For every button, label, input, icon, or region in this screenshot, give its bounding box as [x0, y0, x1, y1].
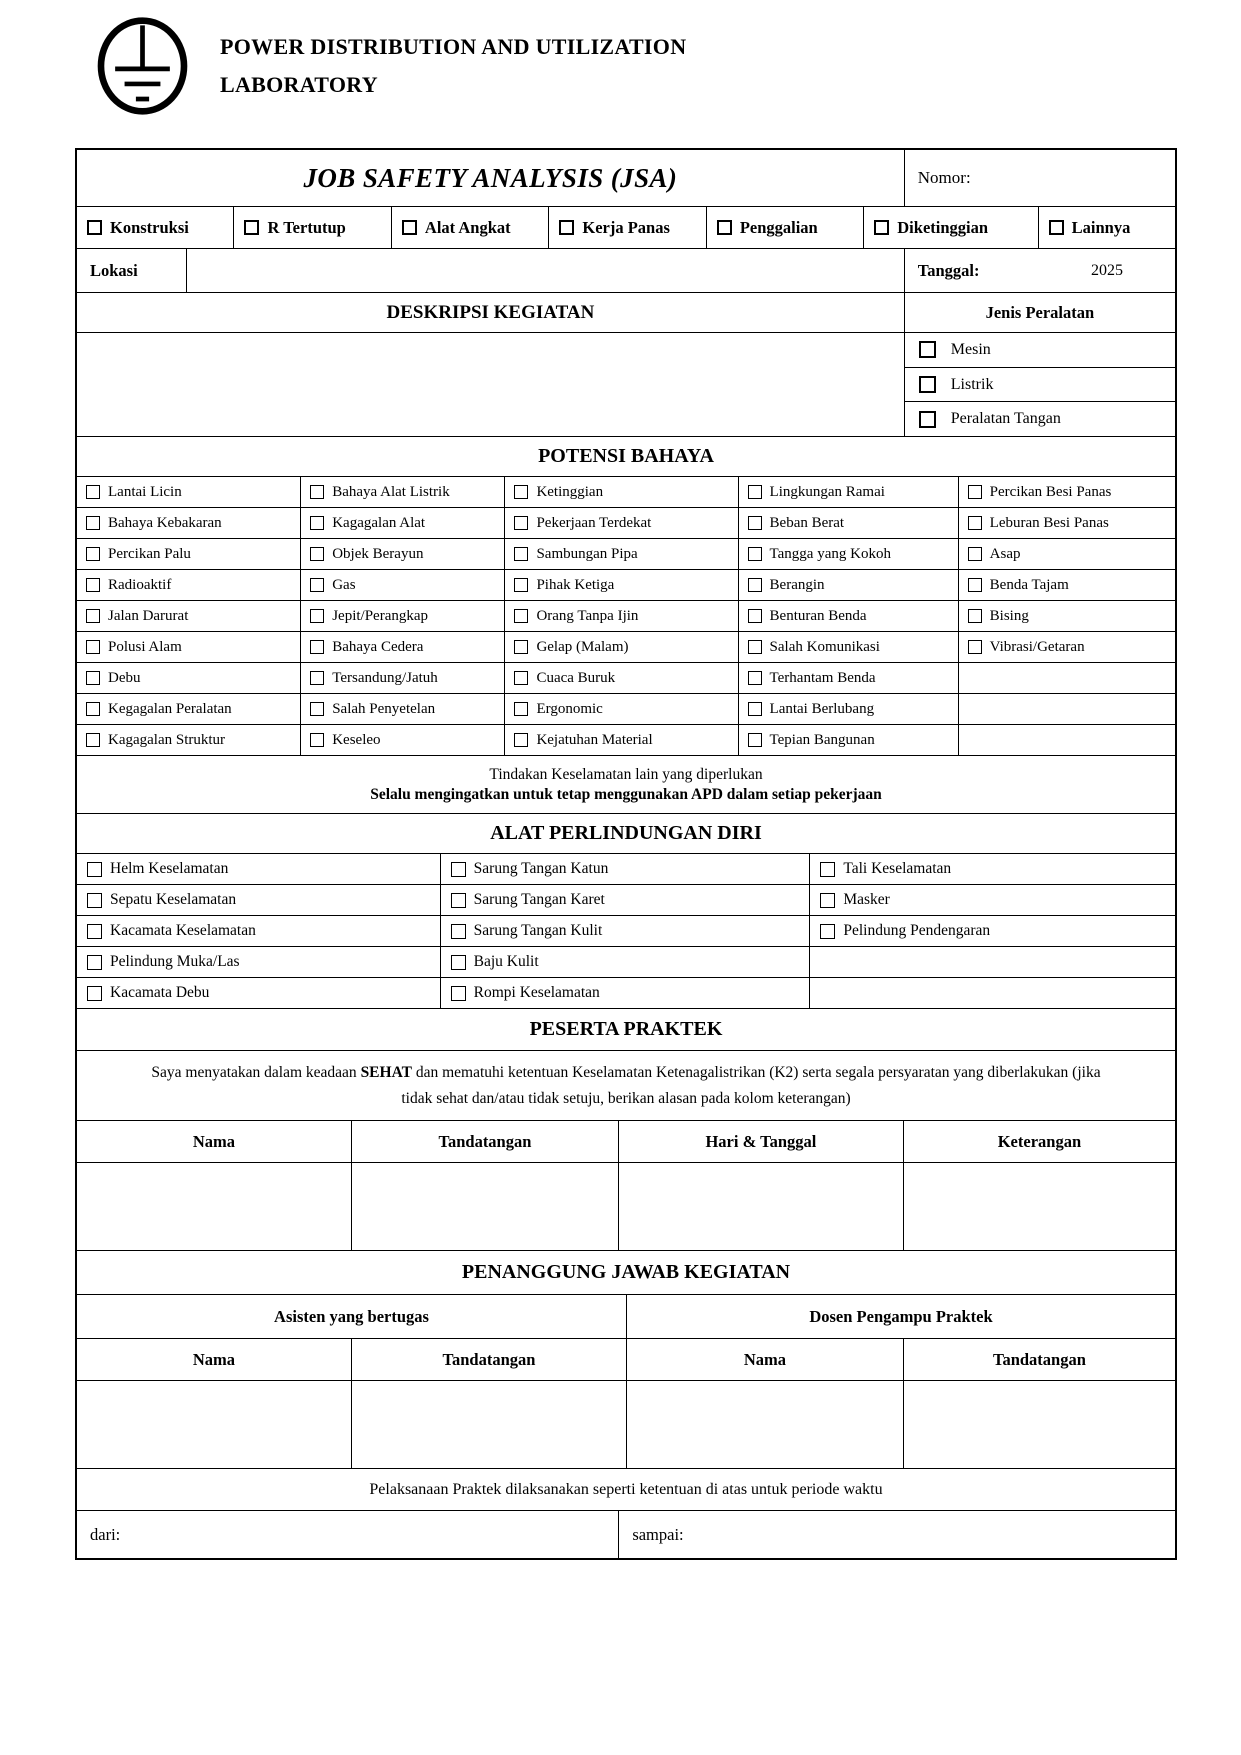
work-type-option-label: Kerja Panas — [582, 217, 670, 237]
checkbox-icon[interactable] — [919, 341, 936, 358]
hazard-option-cell — [77, 632, 300, 662]
checkbox-icon[interactable] — [748, 547, 762, 561]
checkbox-icon[interactable] — [820, 862, 835, 877]
ppe-option-label: Masker — [843, 891, 890, 908]
ppe-row — [77, 977, 1175, 1008]
checkbox-icon[interactable] — [514, 547, 528, 561]
hazard-row — [77, 507, 1175, 538]
potensi-bahaya-header: POTENSI BAHAYA — [538, 445, 714, 467]
ppe-option-cell — [809, 916, 1175, 946]
deskripsi-input[interactable] — [77, 333, 904, 436]
checkbox-icon[interactable] — [820, 893, 835, 908]
hazard-option-cell — [504, 570, 737, 600]
participant-entry-row — [77, 1162, 1175, 1250]
hazard-option-label: Bising — [989, 607, 1029, 624]
hazard-option-label: Tepian Bangunan — [769, 731, 875, 748]
hazard-option-cell — [738, 477, 958, 507]
hazard-option-label: Salah Komunikasi — [769, 638, 880, 655]
penanggung-band — [77, 1250, 1175, 1294]
hazard-option-label: Keseleo — [332, 731, 381, 748]
checkbox-icon[interactable] — [87, 955, 102, 970]
form-title: JOB SAFETY ANALYSIS (JSA) — [303, 162, 678, 193]
work-type-option-cell — [233, 207, 390, 248]
hazard-option-cell — [958, 570, 1175, 600]
hazard-option-label: Salah Penyetelan — [332, 700, 436, 717]
nomor-label: Nomor: — [917, 168, 971, 187]
equipment-option-row — [905, 401, 1175, 436]
hazard-option-cell — [738, 725, 958, 755]
participant-col-hari-tanggal: Hari & Tanggal — [618, 1121, 903, 1162]
ppe-option-cell — [440, 916, 810, 946]
checkbox-icon[interactable] — [968, 547, 982, 561]
checkbox-icon[interactable] — [968, 640, 982, 654]
ppe-option-cell — [77, 885, 440, 915]
participant-hari-tanggal-cell[interactable] — [618, 1163, 903, 1250]
participant-keterangan-cell[interactable] — [903, 1163, 1175, 1250]
ppe-row — [77, 884, 1175, 915]
equipment-option-row — [905, 367, 1175, 402]
checkbox-icon[interactable] — [86, 547, 100, 561]
hazard-option-cell — [77, 663, 300, 693]
equipment-column — [904, 333, 1175, 436]
checkbox-icon[interactable] — [310, 578, 324, 592]
hazard-option-label: Jepit/Perangkap — [332, 607, 429, 624]
hazard-option-cell — [300, 601, 504, 631]
work-type-row — [77, 206, 1175, 248]
hazard-option-label: Orang Tanpa Ijin — [536, 607, 639, 624]
checkbox-icon[interactable] — [514, 485, 528, 499]
checkbox-icon[interactable] — [451, 893, 466, 908]
participant-col-tandatangan: Tandatangan — [351, 1121, 618, 1162]
hazard-option-cell — [958, 539, 1175, 569]
hazard-option-label: Radioaktif — [108, 576, 172, 593]
checkbox-icon[interactable] — [968, 578, 982, 592]
hazard-option-cell — [738, 539, 958, 569]
lokasi-label: Lokasi — [90, 260, 138, 280]
hazard-option-label: Bahaya Cedera — [332, 638, 424, 655]
hazard-option-label: Kejatuhan Material — [536, 731, 653, 748]
dosen-tandatangan-cell[interactable] — [903, 1381, 1175, 1468]
checkbox-icon[interactable] — [748, 578, 762, 592]
hazard-option-cell — [958, 601, 1175, 631]
hazard-option-label: Ketinggian — [536, 483, 604, 500]
hazard-option-cell — [300, 632, 504, 662]
checkbox-icon[interactable] — [87, 862, 102, 877]
checkbox-icon[interactable] — [86, 640, 100, 654]
checkbox-icon[interactable] — [717, 220, 732, 235]
hazard-option-label: Gas — [332, 576, 356, 593]
checkbox-icon[interactable] — [820, 924, 835, 939]
checkbox-icon[interactable] — [86, 733, 100, 747]
lab-title-line2: LABORATORY — [220, 72, 378, 97]
ppe-option-cell — [440, 978, 810, 1008]
hazard-option-cell — [77, 508, 300, 538]
checkbox-icon[interactable] — [86, 516, 100, 530]
title-row — [77, 150, 1175, 206]
work-type-option-label: Diketinggian — [897, 217, 989, 237]
checkbox-icon[interactable] — [310, 640, 324, 654]
jenis-peralatan-header: Jenis Peralatan — [904, 293, 1175, 332]
hazard-option-label: Leburan Besi Panas — [989, 514, 1109, 531]
work-type-option-cell — [391, 207, 548, 248]
deskripsi-row — [77, 332, 1175, 436]
asisten-group-header: Asisten yang bertugas — [274, 1306, 429, 1326]
statement-bold: SEHAT — [360, 1063, 412, 1081]
ppe-option-label: Rompi Keselamatan — [473, 984, 600, 1001]
work-type-option-label: Penggalian — [739, 217, 818, 237]
hazard-option-cell — [504, 539, 737, 569]
tanggal-field[interactable] — [904, 249, 1175, 292]
hazard-row — [77, 600, 1175, 631]
hazard-option-label: Gelap (Malam) — [536, 638, 629, 655]
apd-band — [77, 813, 1175, 853]
checkbox-icon[interactable] — [86, 702, 100, 716]
hazard-option-label: Lantai Berlubang — [769, 700, 875, 717]
hazard-option-label: Tersandung/Jatuh — [332, 669, 438, 686]
checkbox-icon[interactable] — [86, 578, 100, 592]
work-type-option-cell — [1038, 207, 1175, 248]
hazard-option-cell — [958, 725, 1175, 755]
participant-col-keterangan: Keterangan — [903, 1121, 1175, 1162]
checkbox-icon[interactable] — [919, 376, 936, 393]
ppe-option-label: Kacamata Debu — [110, 984, 210, 1001]
ppe-option-cell — [809, 947, 1175, 977]
checkbox-icon[interactable] — [86, 671, 100, 685]
ppe-option-cell — [77, 947, 440, 977]
checkbox-icon[interactable] — [310, 671, 324, 685]
ppe-option-cell — [809, 885, 1175, 915]
hazard-option-label: Lantai Licin — [108, 483, 182, 500]
checkbox-icon[interactable] — [310, 516, 324, 530]
hazard-option-cell — [504, 725, 737, 755]
equipment-option-label: Peralatan Tangan — [950, 410, 1061, 428]
checkbox-icon[interactable] — [87, 893, 102, 908]
ppe-option-cell — [809, 854, 1175, 884]
sampai-label: sampai: — [632, 1524, 684, 1544]
sampai-field[interactable] — [618, 1511, 1175, 1558]
health-statement — [77, 1060, 1175, 1111]
ppe-option-label: Baju Kulit — [473, 953, 539, 970]
hazard-row — [77, 538, 1175, 569]
hazard-option-label: Lingkungan Ramai — [769, 483, 885, 500]
hazard-option-cell — [958, 694, 1175, 724]
hazard-option-label: Benturan Benda — [769, 607, 867, 624]
hazard-grid — [77, 476, 1175, 755]
hazard-option-cell — [738, 694, 958, 724]
ppe-option-cell — [77, 854, 440, 884]
work-type-option-cell — [548, 207, 705, 248]
hazard-option-cell — [738, 663, 958, 693]
ppe-option-label: Pelindung Pendengaran — [843, 922, 991, 939]
checkbox-icon[interactable] — [748, 640, 762, 654]
hazard-option-label: Beban Berat — [769, 514, 845, 531]
hazard-option-cell — [77, 601, 300, 631]
hazard-option-cell — [958, 508, 1175, 538]
checkbox-icon[interactable] — [514, 609, 528, 623]
checkbox-icon[interactable] — [514, 702, 528, 716]
hazard-option-cell — [738, 601, 958, 631]
checkbox-icon[interactable] — [968, 516, 982, 530]
hazard-option-label: Kegagalan Peralatan — [108, 700, 232, 717]
checkbox-icon[interactable] — [748, 702, 762, 716]
checkbox-icon[interactable] — [87, 220, 102, 235]
hazard-option-cell — [77, 477, 300, 507]
hazard-option-cell — [300, 508, 504, 538]
earth-ground-icon — [95, 16, 190, 116]
hazard-option-cell — [300, 539, 504, 569]
ppe-option-cell — [440, 947, 810, 977]
tanggal-value: 2025 — [1090, 261, 1123, 279]
hazard-option-cell — [958, 632, 1175, 662]
checkbox-icon[interactable] — [748, 733, 762, 747]
checkbox-icon[interactable] — [87, 986, 102, 1001]
hazard-option-cell — [300, 570, 504, 600]
hazard-option-cell — [504, 601, 737, 631]
work-type-option-label: Konstruksi — [110, 217, 189, 237]
participant-header-row — [77, 1120, 1175, 1162]
ppe-option-cell — [440, 885, 810, 915]
hazard-option-cell — [504, 508, 737, 538]
checkbox-icon[interactable] — [514, 578, 528, 592]
dosen-nama-cell[interactable] — [626, 1381, 903, 1468]
responsible-header-row — [77, 1338, 1175, 1380]
checkbox-icon[interactable] — [514, 733, 528, 747]
periode-row — [77, 1468, 1175, 1510]
lab-title — [220, 28, 686, 104]
checkbox-icon[interactable] — [86, 609, 100, 623]
hazard-option-cell — [300, 725, 504, 755]
hazard-option-label: Percikan Besi Panas — [989, 483, 1112, 500]
hazard-option-label: Jalan Darurat — [108, 607, 189, 624]
hazard-option-cell — [300, 694, 504, 724]
checkbox-icon[interactable] — [451, 862, 466, 877]
ppe-row — [77, 853, 1175, 884]
ppe-option-label: Helm Keselamatan — [110, 860, 229, 877]
asisten-col-tandatangan: Tandatangan — [351, 1339, 626, 1380]
periode-range-row — [77, 1510, 1175, 1558]
checkbox-icon[interactable] — [310, 733, 324, 747]
asisten-col-nama: Nama — [192, 1349, 236, 1369]
hazard-option-label: Objek Berayun — [332, 545, 424, 562]
ppe-option-cell — [77, 978, 440, 1008]
hazard-row — [77, 693, 1175, 724]
tindakan-line2: Selalu mengingatkan untuk tetap menggunakan APD dalam setiap pekerjaan — [370, 785, 882, 803]
responsible-entry-row — [77, 1380, 1175, 1468]
ppe-row — [77, 915, 1175, 946]
hazard-option-label: Debu — [108, 669, 141, 686]
checkbox-icon[interactable] — [968, 609, 982, 623]
hazard-option-label: Polusi Alam — [108, 638, 182, 655]
checkbox-icon[interactable] — [748, 609, 762, 623]
hazard-option-label: Kagagalan Struktur — [108, 731, 226, 748]
hazard-option-label: Vibrasi/Getaran — [989, 638, 1085, 655]
hazard-option-cell — [504, 477, 737, 507]
work-type-option-cell — [77, 207, 233, 248]
hazard-row — [77, 631, 1175, 662]
hazard-option-label: Asap — [989, 545, 1021, 562]
jsa-form — [75, 148, 1177, 1560]
checkbox-icon[interactable] — [310, 609, 324, 623]
checkbox-icon[interactable] — [402, 220, 417, 235]
hazard-option-label: Bahaya Alat Listrik — [332, 483, 450, 500]
ppe-grid — [77, 853, 1175, 1008]
dosen-col-tandatangan: Tandatangan — [903, 1339, 1175, 1380]
checkbox-icon[interactable] — [451, 924, 466, 939]
hazard-option-cell — [738, 632, 958, 662]
potensi-bahaya-band — [77, 436, 1175, 476]
hazard-row — [77, 662, 1175, 693]
hazard-option-label: Cuaca Buruk — [536, 669, 616, 686]
hazard-option-label: Berangin — [769, 576, 825, 593]
lab-title-line1: POWER DISTRIBUTION AND UTILIZATION — [220, 34, 687, 59]
tindakan-line1: Tindakan Keselamatan lain yang diperlukan — [489, 765, 763, 783]
participant-tandatangan-cell[interactable] — [351, 1163, 618, 1250]
work-type-option-label: R Tertutup — [267, 217, 346, 237]
equipment-option-label: Listrik — [950, 375, 994, 393]
ppe-option-label: Sepatu Keselamatan — [110, 891, 237, 908]
hazard-option-label: Kagagalan Alat — [332, 514, 426, 531]
hazard-row — [77, 569, 1175, 600]
hazard-option-label: Pihak Ketiga — [536, 576, 615, 593]
participant-nama-cell[interactable] — [77, 1163, 351, 1250]
checkbox-icon[interactable] — [310, 547, 324, 561]
apd-header: ALAT PERLINDUNGAN DIRI — [490, 822, 762, 844]
ppe-option-label: Pelindung Muka/Las — [110, 953, 240, 970]
checkbox-icon[interactable] — [559, 220, 574, 235]
ppe-option-cell — [77, 916, 440, 946]
hazard-option-cell — [958, 477, 1175, 507]
hazard-option-cell — [300, 477, 504, 507]
hazard-row — [77, 476, 1175, 507]
hazard-option-cell — [958, 663, 1175, 693]
peserta-band — [77, 1008, 1175, 1050]
hazard-option-label: Sambungan Pipa — [536, 545, 638, 562]
equipment-list — [905, 333, 1175, 436]
checkbox-icon[interactable] — [919, 411, 936, 428]
checkbox-icon[interactable] — [514, 671, 528, 685]
work-type-option-label: Alat Angkat — [424, 217, 511, 237]
hazard-option-cell — [77, 539, 300, 569]
ppe-row — [77, 946, 1175, 977]
statement-suffix: dan mematuhi ketentuan Keselamatan Ketenagalistrikan (K2) serta segala persyaratan yang diberlakukan (jika tidak sehat dan/atau tidak setuju, berikan alasan pada kolom keterangan) — [401, 1063, 1101, 1107]
hazard-option-label: Terhantam Benda — [769, 669, 876, 686]
tindakan-row — [77, 755, 1175, 813]
lokasi-input[interactable] — [186, 249, 904, 292]
ppe-option-label: Tali Keselamatan — [843, 860, 952, 877]
work-type-option-label: Lainnya — [1071, 217, 1131, 237]
hazard-option-label: Pekerjaan Terdekat — [536, 514, 652, 531]
asisten-tandatangan-cell[interactable] — [351, 1381, 626, 1468]
work-type-option-cell — [706, 207, 863, 248]
ppe-option-label: Sarung Tangan Katun — [473, 860, 609, 877]
checkbox-icon[interactable] — [514, 640, 528, 654]
checkbox-icon[interactable] — [968, 485, 982, 499]
tindakan-note — [77, 756, 1175, 813]
equipment-option-label: Mesin — [950, 340, 991, 358]
statement-prefix: Saya menyatakan dalam keadaan — [151, 1063, 361, 1081]
tanggal-label: Tanggal: — [917, 260, 980, 280]
periode-text: Pelaksanaan Praktek dilaksanakan seperti ketentuan di atas untuk periode waktu — [369, 1480, 883, 1498]
ppe-option-label: Sarung Tangan Kulit — [473, 922, 603, 939]
checkbox-icon[interactable] — [86, 485, 100, 499]
checkbox-icon[interactable] — [748, 671, 762, 685]
checkbox-icon[interactable] — [1049, 220, 1064, 235]
ppe-option-cell — [809, 978, 1175, 1008]
ppe-option-label: Kacamata Keselamatan — [110, 922, 256, 939]
hazard-option-cell — [504, 694, 737, 724]
hazard-row — [77, 724, 1175, 755]
statement-cell — [77, 1051, 1175, 1120]
hazard-option-label: Bahaya Kebakaran — [108, 514, 222, 531]
hazard-option-cell — [77, 725, 300, 755]
dari-label: dari: — [90, 1524, 121, 1544]
hazard-option-label: Ergonomic — [536, 700, 603, 717]
hazard-option-cell — [77, 694, 300, 724]
ppe-option-cell — [440, 854, 810, 884]
hazard-option-label: Tangga yang Kokoh — [769, 545, 891, 562]
dosen-col-nama: Nama — [626, 1339, 903, 1380]
hazard-option-cell — [300, 663, 504, 693]
peserta-header: PESERTA PRAKTEK — [529, 1018, 723, 1040]
hazard-option-cell — [504, 663, 737, 693]
checkbox-icon[interactable] — [451, 986, 466, 1001]
hazard-option-cell — [738, 570, 958, 600]
checkbox-icon[interactable] — [310, 485, 324, 499]
statement-row — [77, 1050, 1175, 1120]
hazard-option-cell — [77, 570, 300, 600]
hazard-option-cell — [738, 508, 958, 538]
ppe-option-label: Sarung Tangan Karet — [473, 891, 605, 908]
hazard-option-label: Benda Tajam — [989, 576, 1069, 593]
checkbox-icon[interactable] — [874, 220, 889, 235]
checkbox-icon[interactable] — [310, 702, 324, 716]
work-type-option-cell — [863, 207, 1037, 248]
checkbox-icon[interactable] — [451, 955, 466, 970]
lokasi-row — [77, 248, 1175, 292]
penanggung-header: PENANGGUNG JAWAB KEGIATAN — [461, 1261, 791, 1283]
checkbox-icon[interactable] — [748, 485, 762, 499]
checkbox-icon[interactable] — [514, 516, 528, 530]
deskripsi-header-row — [77, 292, 1175, 332]
participant-col-nama: Nama — [192, 1131, 236, 1151]
hazard-option-cell — [504, 632, 737, 662]
dari-field[interactable] — [77, 1511, 618, 1558]
nomor-field[interactable] — [904, 150, 1175, 206]
checkbox-icon[interactable] — [244, 220, 259, 235]
equipment-option-row — [905, 333, 1175, 367]
hazard-option-label: Percikan Palu — [108, 545, 191, 562]
checkbox-icon[interactable] — [748, 516, 762, 530]
lab-header — [95, 16, 686, 116]
checkbox-icon[interactable] — [87, 924, 102, 939]
dosen-group-header: Dosen Pengampu Praktek — [626, 1295, 1175, 1338]
asisten-nama-cell[interactable] — [77, 1381, 351, 1468]
deskripsi-kegiatan-header: DESKRIPSI KEGIATAN — [386, 301, 595, 323]
responsible-group-row — [77, 1294, 1175, 1338]
